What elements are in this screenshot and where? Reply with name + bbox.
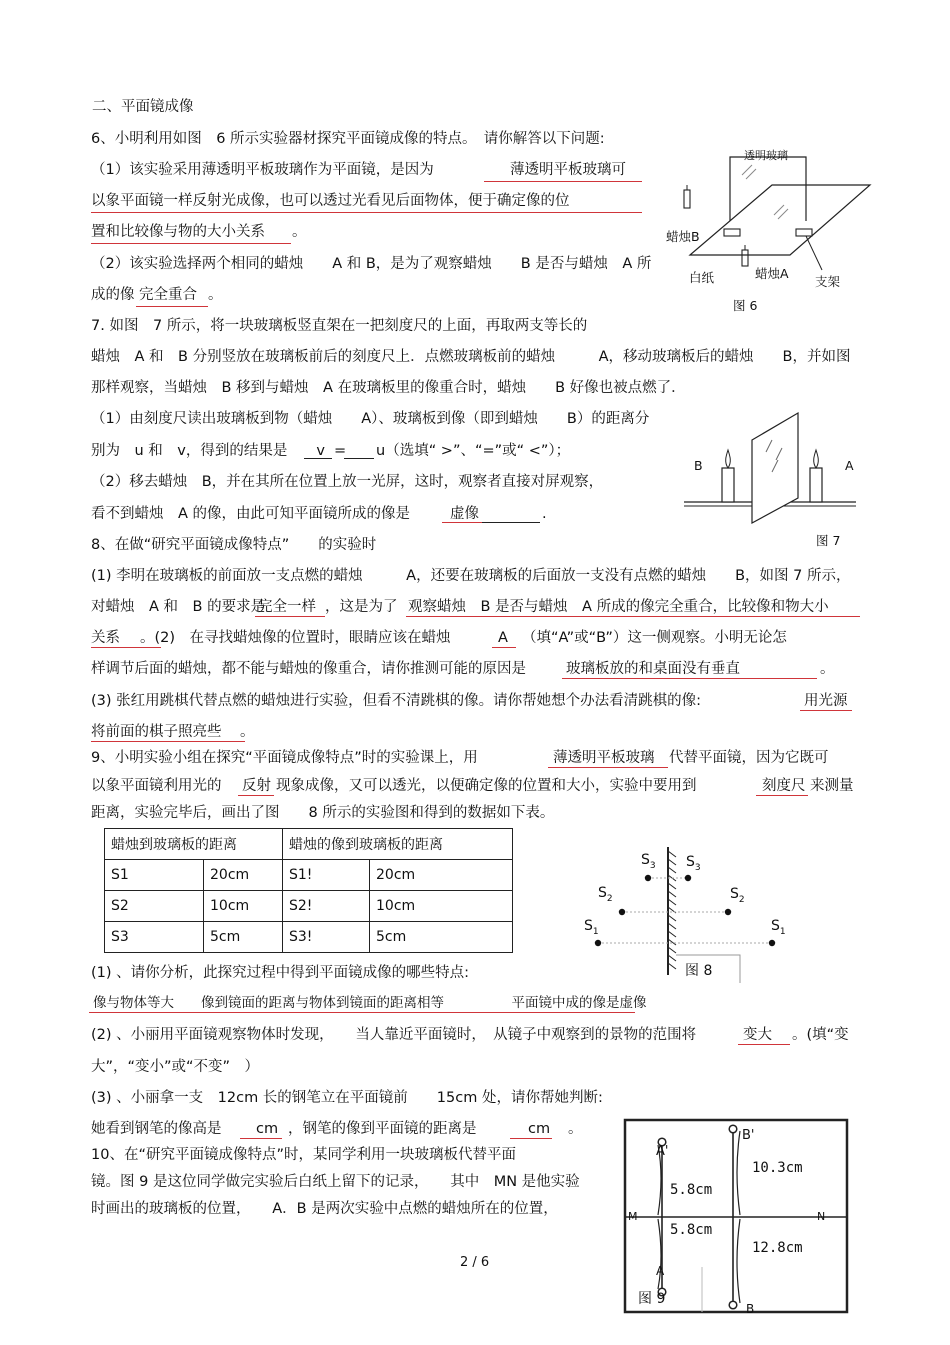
q8-line-5-prompt: 样调节后面的蜡烛，都不能与蜡烛的像重合，请你推测可能的原因是: [91, 661, 526, 677]
fig8-label-s2: $S_2$: [598, 885, 613, 904]
q7-line-1: 7. 如图 7 所示，将一块玻璃板竖直架在一把刻度尺的上面，再取两支等长的: [91, 318, 588, 334]
q9-line-1-answer: 薄透明平板玻璃: [553, 750, 655, 766]
q6-stem: 6、小明利用如图 6 所示实验器材探究平面镜成像的特点。 请你解答以下问题:: [91, 131, 605, 147]
table-cell: 5cm: [204, 922, 283, 953]
fig9-distance-b: 12.8cm: [752, 1240, 803, 1256]
fig6-label-paper: 白纸: [689, 270, 715, 285]
q8-line-3-answer-2: 观察蜡烛 B 是否与蜡烛 A 所成的像完全重合，比较像和物大小: [408, 599, 829, 615]
q7-line-6: （2）移去蜡烛 B，并在其所在位置上放一光屏，这时，观察者直接对屏观察，: [91, 474, 604, 490]
fig8-label-s2-image: $S_2$: [730, 886, 745, 905]
q8-line-2: (1) 李明在玻璃板的前面放一支点燃的蜡烛 A，还要在玻璃板的后面放一支没有点燃的蜡烛 B，如图 7 所示，: [91, 568, 851, 584]
fig6-label-glass: 透明玻璃: [744, 149, 788, 162]
table-cell: 10cm: [204, 891, 283, 922]
fig9-label-m: M: [628, 1210, 638, 1223]
q8-line-4-answer-2: A: [498, 630, 508, 646]
q7-line-4: （1）由刻度尺读出玻璃板到物（蜡烛 A）、玻璃板到像（即到蜡烛 B）的距离分: [91, 411, 650, 427]
q9-line-1-post: 代替平面镜，因为它既可: [669, 750, 829, 766]
q8-line-7-answer: 将前面的棋子照亮些: [91, 724, 222, 740]
q8-line-4-end: （填“A”或“B”）这一侧观察。小明无论怎: [522, 630, 787, 646]
fig6-caption: 图 6: [733, 298, 758, 313]
q9-line-3: 距离，实验完毕后，画出了图 8 所示的实验图和得到的数据如下表。: [91, 805, 555, 821]
q10-line-1: 10、在“研究平面镜成像特点”时，某同学利用一块玻璃板代替平面: [91, 1147, 516, 1163]
table-row: [105, 922, 513, 953]
table-cell: S3: [105, 922, 204, 953]
q6-part2-prompt: （2）该实验选择两个相同的蜡烛 A 和 B，是为了观察蜡烛 B 是否与蜡烛 A 所: [91, 256, 652, 272]
table-cell: S3!: [283, 922, 370, 953]
table-cell: S1!: [283, 860, 370, 891]
q6-part1-answer-a: 薄透明平板玻璃可: [510, 162, 626, 178]
q8-line-3-mid: ，这是为了: [325, 599, 398, 615]
fig9-label-n: N: [817, 1210, 826, 1223]
fig6-label-stand: 支架: [815, 274, 841, 289]
figure-7-candles-and-glass: [680, 410, 860, 525]
fig6-label-candle-a: 蜡烛A: [755, 266, 789, 281]
fig9-label-a: A: [656, 1264, 665, 1278]
q9-part2-answer: 变大: [743, 1027, 772, 1043]
q9-part3-prompt: (3) 、小丽拿一支 12cm 长的钢笔立在平面镜前 15cm 处，请你帮她判断:: [91, 1090, 603, 1106]
fig7-label-b: B: [694, 458, 703, 473]
q7-line-3: 那样观察，当蜡烛 B 移到与蜡烛 A 在玻璃板里的像重合时，蜡烛 B 好像也被点燃了．: [91, 380, 686, 396]
q8-line-4-answer-1: 关系: [91, 630, 120, 646]
fig7-label-a: A: [845, 458, 854, 473]
q7-line-5-answer: =: [334, 443, 347, 459]
fig9-caption: 图 9: [638, 1291, 666, 1307]
fig8-label-s1-image: $S_1$: [771, 918, 786, 937]
fig8-caption: 图 8: [685, 963, 713, 979]
q6-part1-answer-b: 以象平面镜一样反射光成像，也可以透过光看见后面物体，便于确定像的位: [91, 193, 570, 209]
q8-line-1: 8、在做“研究平面镜成像特点” 的实验时: [91, 537, 377, 553]
q8-line-5-end: 。: [820, 661, 835, 677]
table-row: [105, 891, 513, 922]
table-cell: S2!: [283, 891, 370, 922]
fig9-label-a-prime: A': [656, 1144, 669, 1159]
q8-line-4-prompt: 。(2) 在寻找蜡烛像的位置时，眼睛应该在蜡烛: [140, 630, 451, 646]
q9-data-table: [104, 828, 513, 953]
q9-part3b-answer-2: cm: [528, 1121, 551, 1137]
fig6-label-candle-b: 蜡烛B: [666, 229, 700, 244]
table-cell: 20cm: [370, 860, 513, 891]
table-header-object-distance: 蜡烛到玻璃板的距离: [105, 829, 283, 860]
q8-line-3-answer-1: 完全一样: [258, 599, 316, 615]
page-number: 2 / 6: [460, 1255, 490, 1270]
q9-line-2-answer-2: 刻度尺: [762, 778, 806, 794]
q8-line-5-answer: 玻璃板放的和桌面没有垂直: [566, 661, 740, 677]
q9-line-2-post: 来测量: [810, 778, 854, 794]
q6-part1-end: 。: [292, 224, 307, 240]
fig8-label-s3: $S_3$: [641, 852, 656, 871]
q8-line-6-prompt: (3) 张红用跳棋代替点燃的蜡烛进行实验，但看不清跳棋的像。请你帮她想个办法看清跳棋的像:: [91, 693, 702, 709]
table-cell: 5cm: [370, 922, 513, 953]
q6-part2-answer: 完全重合: [139, 287, 197, 303]
q6-part2-end: 。: [208, 287, 223, 303]
q9-part3b-end: 。: [568, 1121, 583, 1137]
q7-line-7-prompt: 看不到蜡烛 A 的像，由此可知平面镜所成的像是: [91, 506, 411, 522]
fig9-distance-a: 5.8cm: [670, 1222, 713, 1238]
q7-line-5-post: u（选填“ >”、“=”或“ <”）；: [376, 443, 571, 459]
q9-part2-line-2: 大”，“变小”或“不变” ）: [91, 1059, 260, 1075]
q9-part1-answer: 像与物体等大 像到镜面的距离与物体到镜面的距离相等 平面镜中成的像是虚像: [93, 995, 647, 1011]
q9-part1-prompt: (1) 、请你分析，此探究过程中得到平面镜成像的哪些特点:: [91, 965, 470, 981]
q10-line-3: 时画出的玻璃板的位置， A．B 是两次实验中点燃的蜡烛所在的位置，: [91, 1201, 558, 1217]
table-cell: S2: [105, 891, 204, 922]
fig7-caption: 图 7: [816, 533, 841, 548]
q9-line-1-prompt: 9、小明实验小组在探究“平面镜成像特点”时的实验课上，用: [91, 750, 478, 766]
q6-part2-prompt-2: 成的像: [91, 287, 135, 303]
q6-part1-prompt: （1）该实验采用薄透明平板玻璃作为平面镜，是因为: [91, 162, 434, 178]
fig8-label-s1: $S_1$: [584, 918, 599, 937]
q8-line-6-answer: 用光源: [804, 693, 848, 709]
section-title: 二、平面镜成像: [92, 99, 194, 115]
q9-part2-prompt: (2) 、小丽用平面镜观察物体时发现， 当人靠近平面镜时， 从镜子中观察到的景物的范围将: [91, 1027, 697, 1043]
q8-line-3-prompt: 对蜡烛 A 和 B 的要求是: [91, 599, 266, 615]
q9-line-2-prompt: 以象平面镜利用光的: [91, 778, 222, 794]
q7-line-7-end: .: [542, 506, 547, 522]
q8-line-7-end: 。: [240, 724, 255, 740]
q7-line-2: 蜡烛 A 和 B 分别竖放在玻璃板前后的刻度尺上．点燃玻璃板前的蜡烛 A，移动玻璃板后的蜡烛 B，并如图: [91, 349, 851, 365]
q9-part2-end: 。(填“变: [792, 1027, 849, 1043]
table-cell: S1: [105, 860, 204, 891]
q7-line-7-answer: 虚像: [450, 506, 479, 522]
table-cell: 20cm: [204, 860, 283, 891]
q10-line-2: 镜。图 9 是这位同学做完实验后白纸上留下的记录， 其中 MN 是他实验: [91, 1174, 580, 1190]
q9-part3b-prompt: 她看到钢笔的像高是: [91, 1121, 222, 1137]
table-cell: 10cm: [370, 891, 513, 922]
q9-line-2-mid: 现象成像，又可以透光，以便确定像的位置和大小，实验中要用到: [276, 778, 697, 794]
fig9-label-b-prime: B': [742, 1128, 755, 1143]
table-header-image-distance: 蜡烛的像到玻璃板的距离: [283, 829, 513, 860]
fig9-label-b: B: [746, 1302, 755, 1316]
q9-line-2-answer-1: 反射: [242, 778, 271, 794]
fig9-distance-a-prime: 5.8cm: [670, 1182, 713, 1198]
q9-part3b-answer-1: cm: [256, 1121, 279, 1137]
fig8-label-s3-image: $S_3$: [686, 854, 701, 873]
q9-part3b-mid: ，钢笔的像到平面镜的距离是: [288, 1121, 477, 1137]
q6-part1-answer-c: 置和比较像与物的大小关系: [91, 224, 265, 240]
q7-line-5-prompt: 别为 u 和 v，得到的结果是 v: [91, 443, 325, 459]
table-row: [105, 860, 513, 891]
fig9-distance-b-prime: 10.3cm: [752, 1160, 803, 1176]
